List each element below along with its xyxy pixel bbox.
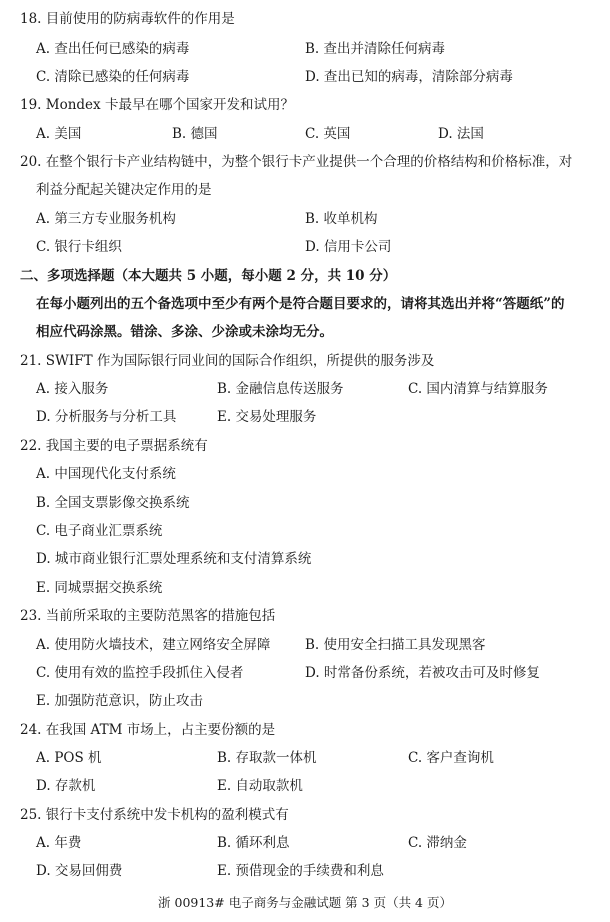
instruction-line-1: 在每小题列出的五个备选项中至少有两个是符合题目要求的，请将其选出并将“答题纸”的 <box>36 296 565 312</box>
option-d: D. 城市商业银行汇票处理系统和支付清算系统 <box>36 551 312 567</box>
option-row <box>0 520 610 542</box>
option-c: C. 英国 <box>305 126 351 142</box>
option-d: D. 分析服务与分析工具 <box>36 409 177 425</box>
option-e: E. 同城票据交换系统 <box>36 580 163 596</box>
option-row <box>0 38 610 60</box>
question-stem: 20. 在整个银行卡产业结构链中，为整个银行卡产业提供一个合理的价格结构和价格标准，对 <box>20 154 573 170</box>
option-row <box>0 236 610 258</box>
option-b: B. 循环利息 <box>217 835 290 851</box>
question-18 <box>0 8 610 30</box>
question-25 <box>0 804 610 826</box>
question-stem: 25. 银行卡支付系统中发卡机构的盈利模式有 <box>20 807 289 823</box>
instruction-line-2: 相应代码涂黑。错涂、多涂、少涂或未涂均无分。 <box>36 324 333 340</box>
option-row <box>0 492 610 514</box>
option-a: A. 第三方专业服务机构 <box>36 211 176 227</box>
option-row <box>0 832 610 854</box>
option-row <box>0 860 610 882</box>
question-stem-continued: 利益分配起关键决定作用的是 <box>36 182 212 198</box>
section-instruction <box>0 321 610 343</box>
option-e: E. 加强防范意识，防止攻击 <box>36 693 203 709</box>
question-stem: 23. 当前所采取的主要防范黑客的措施包括 <box>20 608 276 624</box>
page-footer: 浙 00913# 电子商务与金融试题 第 3 页（共 4 页） <box>158 895 452 910</box>
option-c: C. 银行卡组织 <box>36 239 122 255</box>
option-d: D. 存款机 <box>36 778 96 794</box>
option-row <box>0 775 610 797</box>
option-a: A. 查出任何已感染的病毒 <box>36 41 190 57</box>
question-19 <box>0 94 610 116</box>
option-b: B. 德国 <box>172 126 218 142</box>
option-d: D. 查出已知的病毒，清除部分病毒 <box>305 69 513 85</box>
option-b: B. 金融信息传送服务 <box>217 381 344 397</box>
option-c: C. 电子商业汇票系统 <box>36 523 163 539</box>
question-20 <box>0 151 610 173</box>
option-b: B. 存取款一体机 <box>217 750 317 766</box>
option-d: D. 法国 <box>438 126 484 142</box>
section-instruction <box>0 293 610 315</box>
option-a: A. 年费 <box>36 835 82 851</box>
option-d: D. 交易回佣费 <box>36 863 123 879</box>
option-d: D. 时常备份系统，若被攻击可及时修复 <box>305 665 540 681</box>
option-a: A. 美国 <box>36 126 82 142</box>
option-a: A. 使用防火墙技术，建立网络安全屏障 <box>36 637 271 653</box>
option-a: A. 接入服务 <box>36 381 109 397</box>
option-e: E. 交易处理服务 <box>217 409 317 425</box>
option-e: E. 自动取款机 <box>217 778 303 794</box>
option-c: C. 客户查询机 <box>408 750 494 766</box>
option-a: A. POS 机 <box>36 750 102 766</box>
question-stem: 21. SWIFT 作为国际银行同业间的国际合作组织，所提供的服务涉及 <box>20 353 435 369</box>
option-b: B. 全国支票影像交换系统 <box>36 495 190 511</box>
question-24 <box>0 719 610 741</box>
option-row <box>0 406 610 428</box>
option-row <box>0 548 610 570</box>
question-21 <box>0 350 610 372</box>
option-b: B. 使用安全扫描工具发现黑客 <box>305 637 486 653</box>
question-22 <box>0 435 610 457</box>
option-row <box>0 123 610 145</box>
option-c: C. 国内清算与结算服务 <box>408 381 548 397</box>
option-row <box>0 662 610 684</box>
option-row <box>0 747 610 769</box>
option-d: D. 信用卡公司 <box>305 239 392 255</box>
question-stem: 18. 目前使用的防病毒软件的作用是 <box>20 11 235 27</box>
option-row <box>0 463 610 485</box>
option-row <box>0 690 610 712</box>
option-row <box>0 577 610 599</box>
question-23 <box>0 605 610 627</box>
option-c: C. 使用有效的监控手段抓住入侵者 <box>36 665 244 681</box>
option-c: C. 滞纳金 <box>408 835 467 851</box>
section-heading <box>0 265 610 287</box>
question-stem: 22. 我国主要的电子票据系统有 <box>20 438 208 454</box>
section-title: 二、多项选择题（本大题共 5 小题，每小题 2 分，共 10 分） <box>20 268 397 284</box>
option-row <box>0 378 610 400</box>
option-row <box>0 208 610 230</box>
question-20-continued <box>0 179 610 201</box>
option-c: C. 清除已感染的任何病毒 <box>36 69 190 85</box>
option-b: B. 收单机构 <box>305 211 378 227</box>
option-row <box>0 66 610 88</box>
question-stem: 19. Mondex 卡最早在哪个国家开发和试用？ <box>20 97 294 113</box>
option-a: A. 中国现代化支付系统 <box>36 466 176 482</box>
option-row <box>0 634 610 656</box>
option-e: E. 预借现金的手续费和利息 <box>217 863 384 879</box>
question-stem: 24. 在我国 ATM 市场上，占主要份额的是 <box>20 722 276 738</box>
option-b: B. 查出并清除任何病毒 <box>305 41 446 57</box>
